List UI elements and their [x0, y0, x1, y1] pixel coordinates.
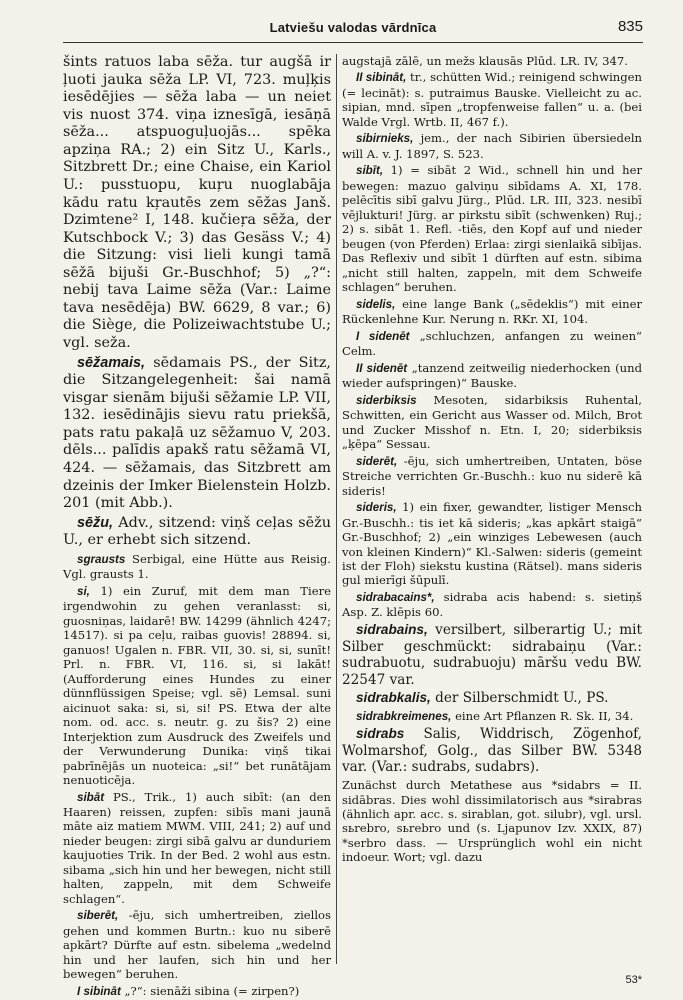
entry-headword: sidrabs: [356, 726, 405, 742]
dictionary-entry: [342, 131, 642, 161]
dictionary-entry: [342, 54, 642, 68]
entry-text: Adv., sitzend: viņš ceļas sēžu U., er erhebt sich sitzend.: [63, 514, 331, 549]
right-column: [342, 54, 642, 970]
entry-text: 1) ein fixer, gewandter, listiger Mensch Gr.-Buschh.: tis iet kā sideris; „kas apkārt staigā“ Gr.-Buschhof; 2) „ein winziges Lebewesen (auch von kleinen Kindern)“ Kl.-Salwen: sideris (gemeint ist der Floh) siekstu kustina (Rätsel). mans sideris gul mierīgi šūpulī.: [342, 500, 642, 588]
entry-text: 1) ein Zuruf, mit dem man Tiere irgendwohin zu gehen veranlasst: si, guosniņas, laidarē! BW. 14299 (ähnlich 4247; 14517). si pa ceļu, raibas guovis! 28894. si, ganuos! Ugalen n. FBR. VII, 30. si, si, sunīt! Prl. n. FBR. VI, 116. si, si lakāt! (Aufforderung eines Hundes zu einer dünnflüssigen Speise; vgl. sē) Lemsal. suni aicinuot saka: si, si, si! PS. Etwa der alte nom. od. acc. s. neutr. g. zu šis? 2) eine Interjektion zum Ausdruck des Zweifels und der Verwunderung Dunika: viņš tikai pabrīnējās un nuoteica: „si!“ bet runātājam nenuoticēja.: [63, 583, 331, 788]
entry-text: eine lange Bank („sēdeklis“) mit einer Rückenlehne Kur. Nerung n. RKr. XI, 104.: [342, 296, 642, 327]
dictionary-entry: [342, 709, 642, 724]
running-title: Latviešu valodas vārdnīca: [269, 20, 437, 35]
page-header: [63, 16, 643, 43]
entry-text: -ēju, sich umhertreiben, Untaten, böse Streiche verrichten Gr.-Buschh.: kuo nu siderē kā sideris!: [342, 453, 642, 498]
entry-headword: sibāt: [77, 790, 105, 804]
entry-headword: siberēt,: [77, 909, 119, 923]
entry-headword: sidrabkreimenes,: [356, 709, 452, 723]
dictionary-entry: [63, 908, 331, 981]
dictionary-entry: [342, 163, 642, 294]
dictionary-entry: [63, 515, 331, 550]
entry-headword: I sidenēt: [356, 329, 410, 343]
dictionary-entry: [342, 329, 642, 359]
entry-text: sidraba acis habend: s. sietiņš Asp. Z. klēpis 60.: [342, 589, 642, 620]
dictionary-entry: [63, 584, 331, 788]
dictionary-entry: [342, 690, 642, 707]
entry-text: sēdamais PS., der Sitz, die Sitzangelegenheit: šai namā visgar sienām bijuši sēžamie LP. VII, 132. iesēdinājis sievu ratu priekšā, pats ratu pakaļā uz sēžamuo V, 203. dēls... palīdis apakš ratu sēžamā VI, 424. — sēžamais, das Sitzbrett am dzeinis der Imker Bielenstein Holzb. 201 (mit Abb.).: [63, 354, 331, 512]
entry-headword: sēžu,: [77, 514, 113, 531]
entry-text: der Silberschmidt U., PS.: [430, 690, 609, 707]
entry-text: -ēju, sich umhertreiben, ziellos gehen und kommen Burtn.: kuo nu siberē apkārt? Dürfte auf estn. sibelema „wedelnd hin und her laufen, sich hin und her bewegen“ beruhen.: [63, 908, 331, 982]
dictionary-entry: [63, 54, 331, 353]
dictionary-entry: [63, 355, 331, 513]
dictionary-entry: [342, 500, 642, 588]
dictionary-entry: [63, 790, 331, 907]
entry-headword: siderēt,: [356, 454, 398, 468]
entry-text: „schluchzen, anfangen zu weinen“ Celm.: [342, 328, 642, 359]
entry-text: eine Art Pflanzen R. Sk. II, 34.: [451, 708, 634, 723]
entry-text: šints ratuos laba sēža. tur augšā ir ļuoti jauka sēža LP. VI, 723. muļķis iesēdējies — sēža laba — un neiet vis nuost 374. viņa iznesīgā, iesāņā sēža... atspuoguļuojās... spēka apziņa RA.; 2) ein Sitz U., Karls., Sitzbrett Dr.; eine Chaise, ein Kariol U.: pusstuopu, kuŗu nuoglabāja kādu ratu kŗautēs zem sēžas Janš. Dzimtene² I, 148. kučieŗa sēža, der Kutschbock V.; 3) das Gesäss V.; 4) die Sitzung: visi lieli kungi tamā sēžā bijuši Gr.-Buschhof; 5) „?“: nebij tava Laime sēža (Var.: Laime tava nesēdēja) BW. 6629, 8 var.; 6) die Siège, die Polizeiwachtstube U.; vgl. seža.: [63, 54, 331, 351]
dictionary-entry: [342, 70, 642, 129]
dictionary-entry: [342, 778, 642, 865]
entry-headword: sidrabains,: [356, 621, 428, 637]
entry-text: Serbigal, eine Hütte aus Reisig. Vgl. grausts 1.: [63, 551, 331, 582]
entry-text: PS., Trik., 1) auch sibīt: (an den Haaren) reissen, zupfen: sibīs mani jaunā māte aiz matiem MWM. VIII, 241; 2) auf und nieder beugen: zirgi sibā galvu ar dunduriem kaujuoties Trik. In der Bed. 2 wohl aus estn. sibama „sich hin und her bewegen, nicht still halten, zappeln, mit dem Schweife schlagen“.: [63, 789, 331, 906]
entry-text: „?“: sienāži sibina (= zirpen?): [120, 983, 300, 998]
entry-text: augstajā zālē, un mežs klausās Plūd. LR. IV, 347.: [342, 54, 628, 68]
column-divider: [336, 54, 337, 964]
entry-headword: I sibināt: [77, 984, 121, 998]
dictionary-entry: [342, 590, 642, 620]
page-number: 835: [617, 18, 643, 35]
entry-text: Mesoten, sidarbiksis Ruhental, Schwitten, ein Gericht aus Wasser od. Milch, Brot und Zucker Misshof n. Etn. I, 20; siderbiksis „ķēpa“ Sessau.: [342, 392, 642, 452]
signature-mark: 53*: [625, 974, 642, 986]
entry-headword: sideris,: [356, 501, 397, 515]
entry-text: Zunächst durch Metathese aus *sidabrs = II. sidābras. Dies wohl dissimilatorisch aus *sirabras (ähnlich apr. acc. s. sirablan, got. silubr), vgl. ursl. sьrebro, sьrebro und (s. Ljapunov Izv. XXIX, 87) *serbro dass. — Ursprünglich wohl ein nicht indoeur. Wort; vgl. dazu: [342, 778, 642, 865]
left-column: [63, 54, 331, 998]
entry-headword: sēžamais,: [77, 354, 146, 371]
dictionary-entry: [342, 361, 642, 391]
dictionary-entry: [342, 726, 642, 776]
entry-headword: sidelis,: [356, 297, 396, 311]
entry-text: versilbert, silberartig U.; mit Silber geschmückt: sidrabaiņu (Var.: sudrabuotu, sudrabuoju) māršu vedu BW. 22547 var.: [342, 621, 642, 688]
entry-text: tr., schütten Wid.; reinigend schwingen (= lecināt): s. putraimus Bauske. Vielleicht zu ac. sipian, mnd. sīpen „tropfenweise fallen“ u. a. (bei Walde Vrgl. Wrtb. II, 467 f.).: [342, 70, 642, 129]
dictionary-entry: [342, 393, 642, 452]
entry-text: „tanzend zeitweilig niederhocken (und wieder aufspringen)“ Bauske.: [342, 360, 642, 391]
dictionary-entry: [342, 454, 642, 498]
dictionary-entry: [63, 552, 331, 582]
entry-text: Salis, Widdrisch, Zögenhof, Wolmarshof, Golg., das Silber BW. 5348 var. (Var.: sudrabs, sudabrs).: [342, 726, 642, 776]
entry-headword: sgrausts: [77, 552, 126, 566]
entry-headword: siderbiksis: [356, 393, 417, 407]
entry-headword: II sidenēt: [356, 361, 408, 375]
entry-headword: sibirnieks,: [356, 132, 414, 146]
entry-text: 1) = sibāt 2 Wid., schnell hin und her bewegen: mazuo galviņu sibīdams A. XI, 178. pelēcītis sibī galvu Jürg., Plūd. LR. III, 323. nesibī vējlukturi! Jürg. ar pirkstu sibīt (schwenken) Ruj.; 2) s. sibāt 1. Refl. -tiēs, den Kopf auf und nieder beugen (von Pferden) Erlaa: zirgi sienlaikā sibījas. Das Reflexiv und sibīt 1 dürften auf estn. sibima „nicht still halten, zappeln, mit dem Schweife schlagen“ beruhen.: [342, 163, 642, 295]
entry-headword: si,: [77, 584, 90, 598]
entry-headword: sibīt,: [356, 164, 384, 178]
dictionary-entry: [342, 297, 642, 327]
entry-headword: II sibināt,: [356, 71, 407, 85]
entry-text: jem., der nach Sibirien übersiedeln will A. v. J. 1897, S. 523.: [342, 131, 642, 161]
dictionary-entry: [63, 984, 331, 999]
entry-headword: sidrabkalis,: [356, 690, 431, 706]
dictionary-entry: [342, 622, 642, 688]
entry-headword: sidrabacains*,: [356, 590, 435, 604]
